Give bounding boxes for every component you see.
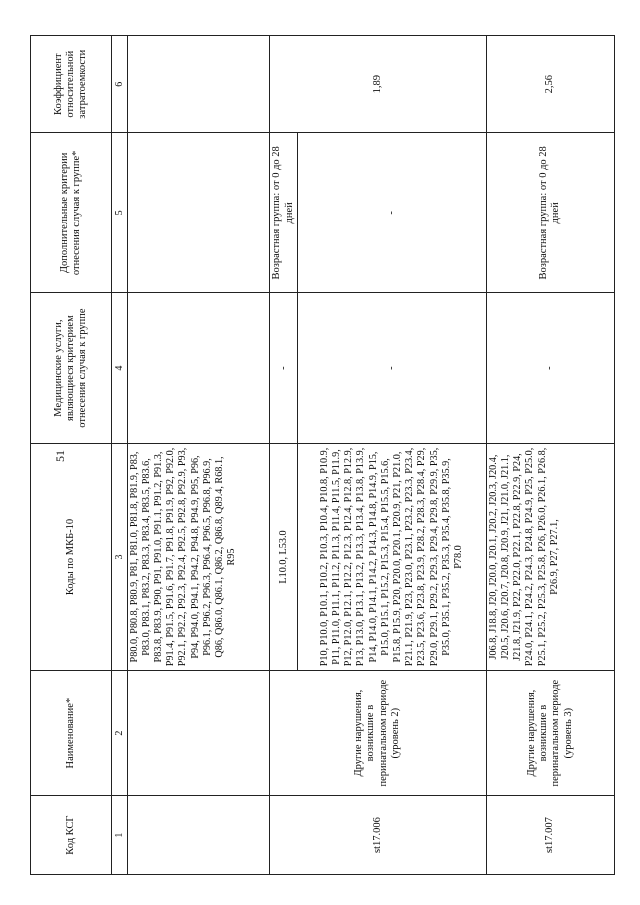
criteria-cell: Возрастная группа: от 0 до 28 дней [270,133,298,293]
header-name: Наименование* [31,671,112,796]
ksg-code-cell: st17.006 [270,796,487,875]
services-cell: - [298,293,486,444]
services-cell: - [486,293,614,444]
column-number: 5 [112,133,127,293]
criteria-cell: Возрастная группа: от 0 до 28 дней [486,133,614,293]
table-row-st17-006-a [270,36,298,875]
criteria-cell-empty [127,133,270,293]
header-services: Медицинские услуги, являющиеся критерием отнесения случая к группе [31,293,112,444]
coef-cell: 2,56 [486,36,614,133]
column-number: 2 [112,671,127,796]
column-number: 3 [112,443,127,670]
table-row-st17-007 [486,36,614,875]
icd-codes-cell: P10, P10.0, P10.1, P10.2, P10.3, P10.4, P10.8, P10.9, P11, P11.0, P11.1, P11.2, P11.3, P11.4, P11.5, P11.9, P12, P12.0, P12.1, P12.2, P12.3, P12.4, P12.8, P12.9, P13, P13.0, P13.1, P13.2, P13.3, P13.4, P13.8, P13.9, P14, P14.0, P14.1, P14.2, P14.3, P14.8, P14.9, P15, P15.0, P15.1, P15.2, P15.3, P15.4, P15.5, P15.6, P15.8, P15.9, P20, P20.0, P20.1, P20.9, P21, P21.0, P21.1, P21.9, P23, P23.0, P23.1, P23.2, P23.3, P23.4, P23.5, P23.6, P23.8, P23.9, P28.2, P28.3, P28.4, P29, P29.0, P29.1, P29.2, P29.3, P29.4, P29.8, P29.9, P35, P35.0, P35.1, P35.2, P35.3, P35.4, P35.8, P35.9, P78.0 [298,443,486,670]
header-icd: Коды по МКБ-10 [31,443,112,670]
services-cell: - [270,293,298,444]
icd-codes-cell: L10.0, L53.0 [270,443,298,670]
header-row [31,36,112,875]
ksg-name-cell: Другие нарушения, возникшие в перинатальном периоде (уровень 2) [270,671,487,796]
header-criteria: Дополнительные критерии отнесения случая к группе* [31,133,112,293]
ksg-name-cell: Другие нарушения, возникшие в перинатальном периоде (уровень 3) [486,671,614,796]
ksg-code-cell: st17.007 [486,796,614,875]
column-number: 4 [112,293,127,444]
services-cell-empty [127,293,270,444]
criteria-cell: - [298,133,486,293]
header-code: Код КСГ [31,796,112,875]
code-cell-empty [127,796,270,875]
column-number: 1 [112,796,127,875]
coef-cell: 1,89 [270,36,487,133]
column-number-row [112,36,127,875]
column-number: 6 [112,36,127,133]
header-coef: Коэффициент относительной затратоемкости [31,36,112,133]
ksg-table [30,35,615,875]
table-row-continuation [127,36,270,875]
icd-codes-cell: J06.8, J18.8, J20, J20.0, J20.1, J20.2, J20.3, J20.4, J20.5, J20.6, J20.7, J20.8, J20.9, J21, J21.0, J21.1, J21.8, J21.9, P22, P22.0, P22.1, P22.8, P22.9, P24, P24.0, P24.1, P24.2, P24.3, P24.8, P24.9, P25, P25.0, P25.1, P25.2, P25.3, P25.8, P26, P26.0, P26.1, P26.8, P26.9, P27, P27.1, [486,443,614,670]
icd-codes-cell: P80.0, P80.8, P80.9, P81, P81.0, P81.8, P81.9, P83, P83.0, P83.1, P83.2, P83.3, P83.4, P83.5, P83.6, P83.8, P83.9, P90, P91, P91.0, P91.1, P91.2, P91.3, P91.4, P91.5, P91.6, P91.7, P91.8, P91.9, P92, P92.0, P92.1, P92.2, P92.3, P92.4, P92.5, P92.8, P92.9, P93, P94, P94.0, P94.1, P94.2, P94.8, P94.9, P95, P96, P96.1, P96.2, P96.3, P96.4, P96.5, P96.8, P96.9, Q86, Q86.0, Q86.1, Q86.2, Q86.8, Q89.4, R68.1, R95 [127,443,270,670]
coef-cell-empty [127,36,270,133]
rotated-table-container [30,35,615,875]
name-cell-empty [127,671,270,796]
page-number: 51 [53,450,67,462]
